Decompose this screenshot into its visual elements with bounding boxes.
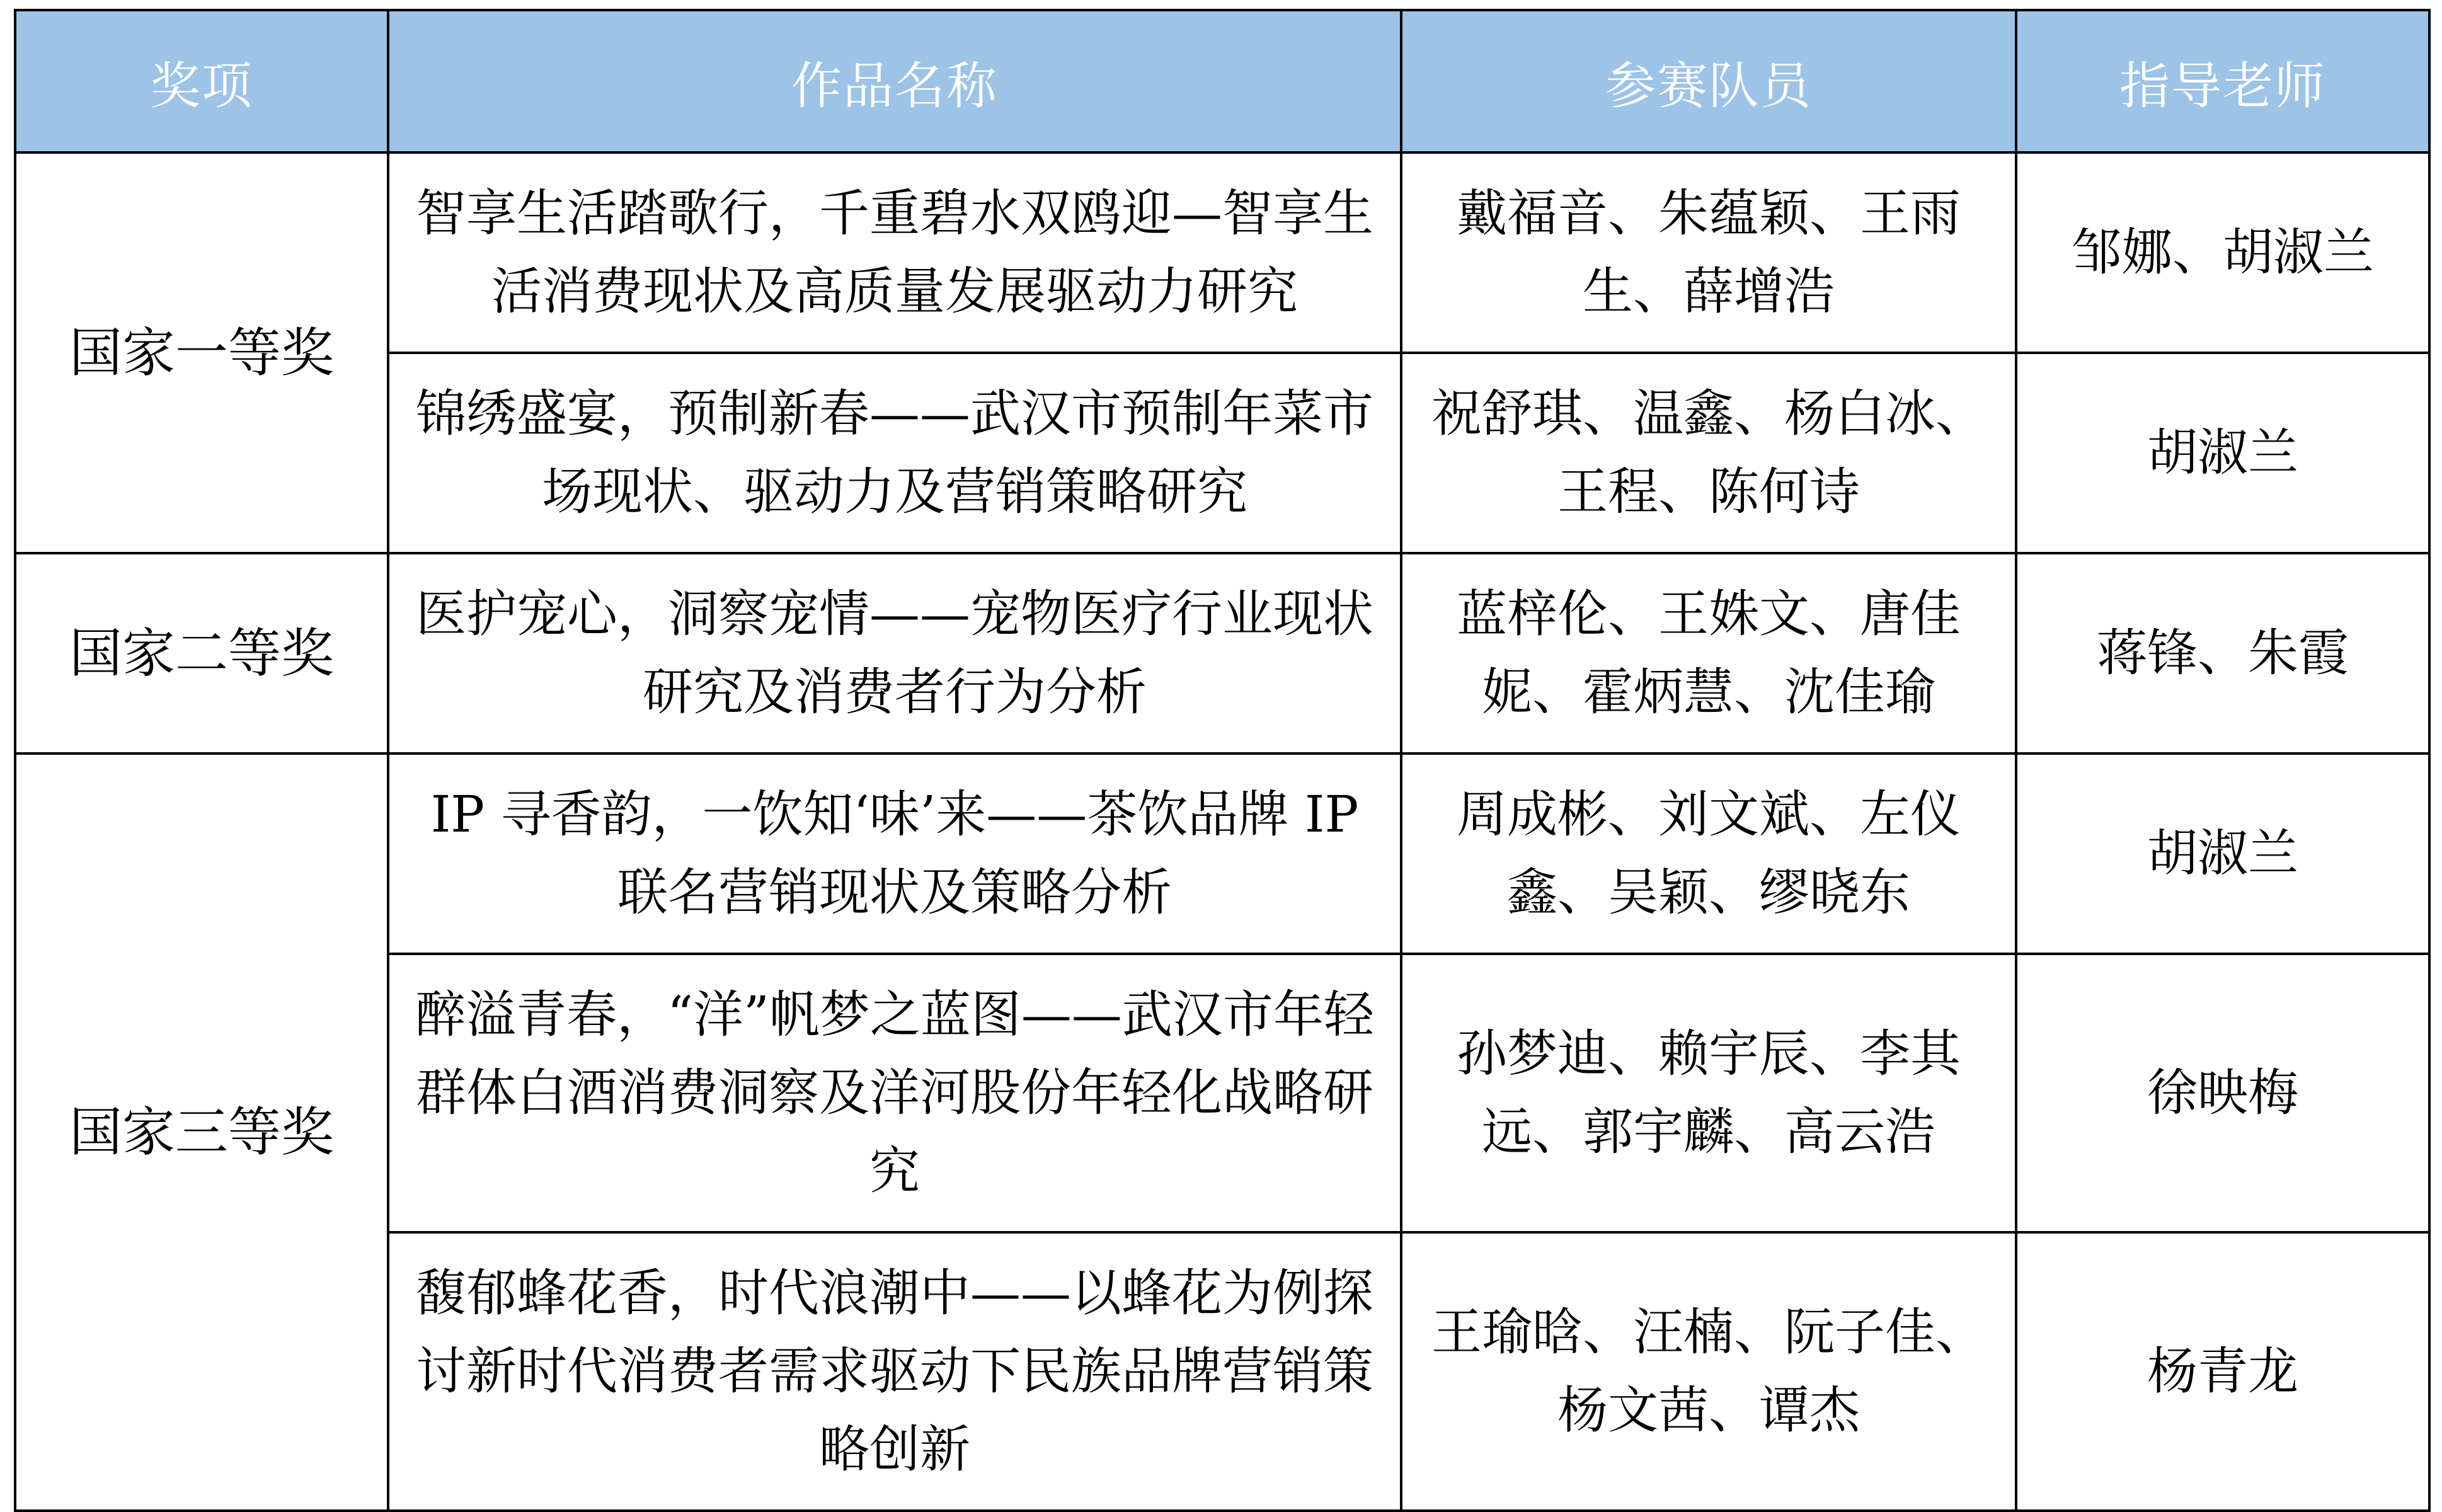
advisor-text: 邹娜、胡淑兰: [2072, 223, 2374, 282]
table-header: [15, 10, 2429, 152]
award-cell-second: 国家二等奖: [15, 553, 388, 753]
header-members: 参赛队员: [1401, 10, 2016, 152]
members-text: 戴福音、朱蕴颖、王雨生、薛增浩: [1457, 184, 1961, 321]
advisor-cell: [2016, 954, 2429, 1232]
title-text: 锦绣盛宴，预制新春——武汉市预制年菜市场现状、驱动力及营销策略研究: [416, 384, 1373, 521]
title-cell: [388, 1232, 1401, 1511]
title-text: 醉溢青春，“洋”帆梦之蓝图——武汉市年轻群体白酒消费洞察及洋河股份年轻化战略研究: [415, 985, 1374, 1200]
title-cell: [388, 152, 1401, 353]
advisor-cell: [2016, 753, 2429, 954]
title-text: 智享生活踏歌行，千重碧水双鸥迎—智享生活消费现状及高质量发展驱动力研究: [416, 184, 1373, 321]
title-text: IP 寻香韵，一饮知‘味’来——茶饮品牌 IP 联名营销现状及策略分析: [430, 785, 1359, 922]
header-award: 奖项: [15, 10, 388, 152]
members-cell: [1401, 1232, 2016, 1511]
award-cell-first: 国家一等奖: [15, 152, 388, 553]
members-text: 孙梦迪、赖宇辰、李其远、郭宇麟、高云浩: [1457, 1024, 1961, 1161]
table-row: [15, 553, 2429, 753]
awards-table: [14, 9, 2431, 1512]
members-text: 周成彬、刘文斌、左仪鑫、吴颖、缪晓东: [1457, 785, 1961, 922]
members-cell: [1401, 553, 2016, 753]
advisor-cell: [2016, 1232, 2429, 1511]
members-text: 蓝梓伦、王姝文、唐佳妮、霍炳慧、沈佳瑜: [1457, 585, 1961, 721]
advisor-text: 胡淑兰: [2147, 423, 2298, 482]
header-row: [15, 10, 2429, 152]
header-title: 作品名称: [388, 10, 1401, 152]
table-row: [15, 152, 2429, 353]
advisor-text: 徐映梅: [2147, 1063, 2298, 1122]
members-cell: [1401, 753, 2016, 954]
title-cell: [388, 353, 1401, 553]
members-cell: [1401, 353, 2016, 553]
members-text: 王瑜晗、汪楠、阮子佳、杨文茜、谭杰: [1431, 1303, 1986, 1440]
advisor-text: 蒋锋、朱霞: [2097, 624, 2349, 682]
title-cell: [388, 553, 1401, 753]
title-text: 馥郁蜂花香，时代浪潮中——以蜂花为例探讨新时代消费者需求驱动下民族品牌营销策略创新: [416, 1264, 1373, 1479]
advisor-cell: [2016, 353, 2429, 553]
title-cell: [388, 954, 1401, 1232]
table-row: [15, 753, 2429, 954]
members-cell: [1401, 954, 2016, 1232]
award-cell-third: 国家三等奖: [15, 753, 388, 1511]
advisor-cell: [2016, 553, 2429, 753]
members-cell: [1401, 152, 2016, 353]
members-text: 祝舒琪、温鑫、杨白冰、王程、陈何诗: [1431, 384, 1986, 521]
title-text: 医护宠心，洞察宠情——宠物医疗行业现状研究及消费者行为分析: [416, 585, 1373, 721]
table-body: [15, 152, 2429, 1511]
advisor-text: 杨青龙: [2147, 1342, 2298, 1400]
header-advisor: 指导老师: [2016, 10, 2429, 152]
advisor-cell: [2016, 152, 2429, 353]
title-cell: [388, 753, 1401, 954]
advisor-text: 胡淑兰: [2147, 824, 2298, 883]
